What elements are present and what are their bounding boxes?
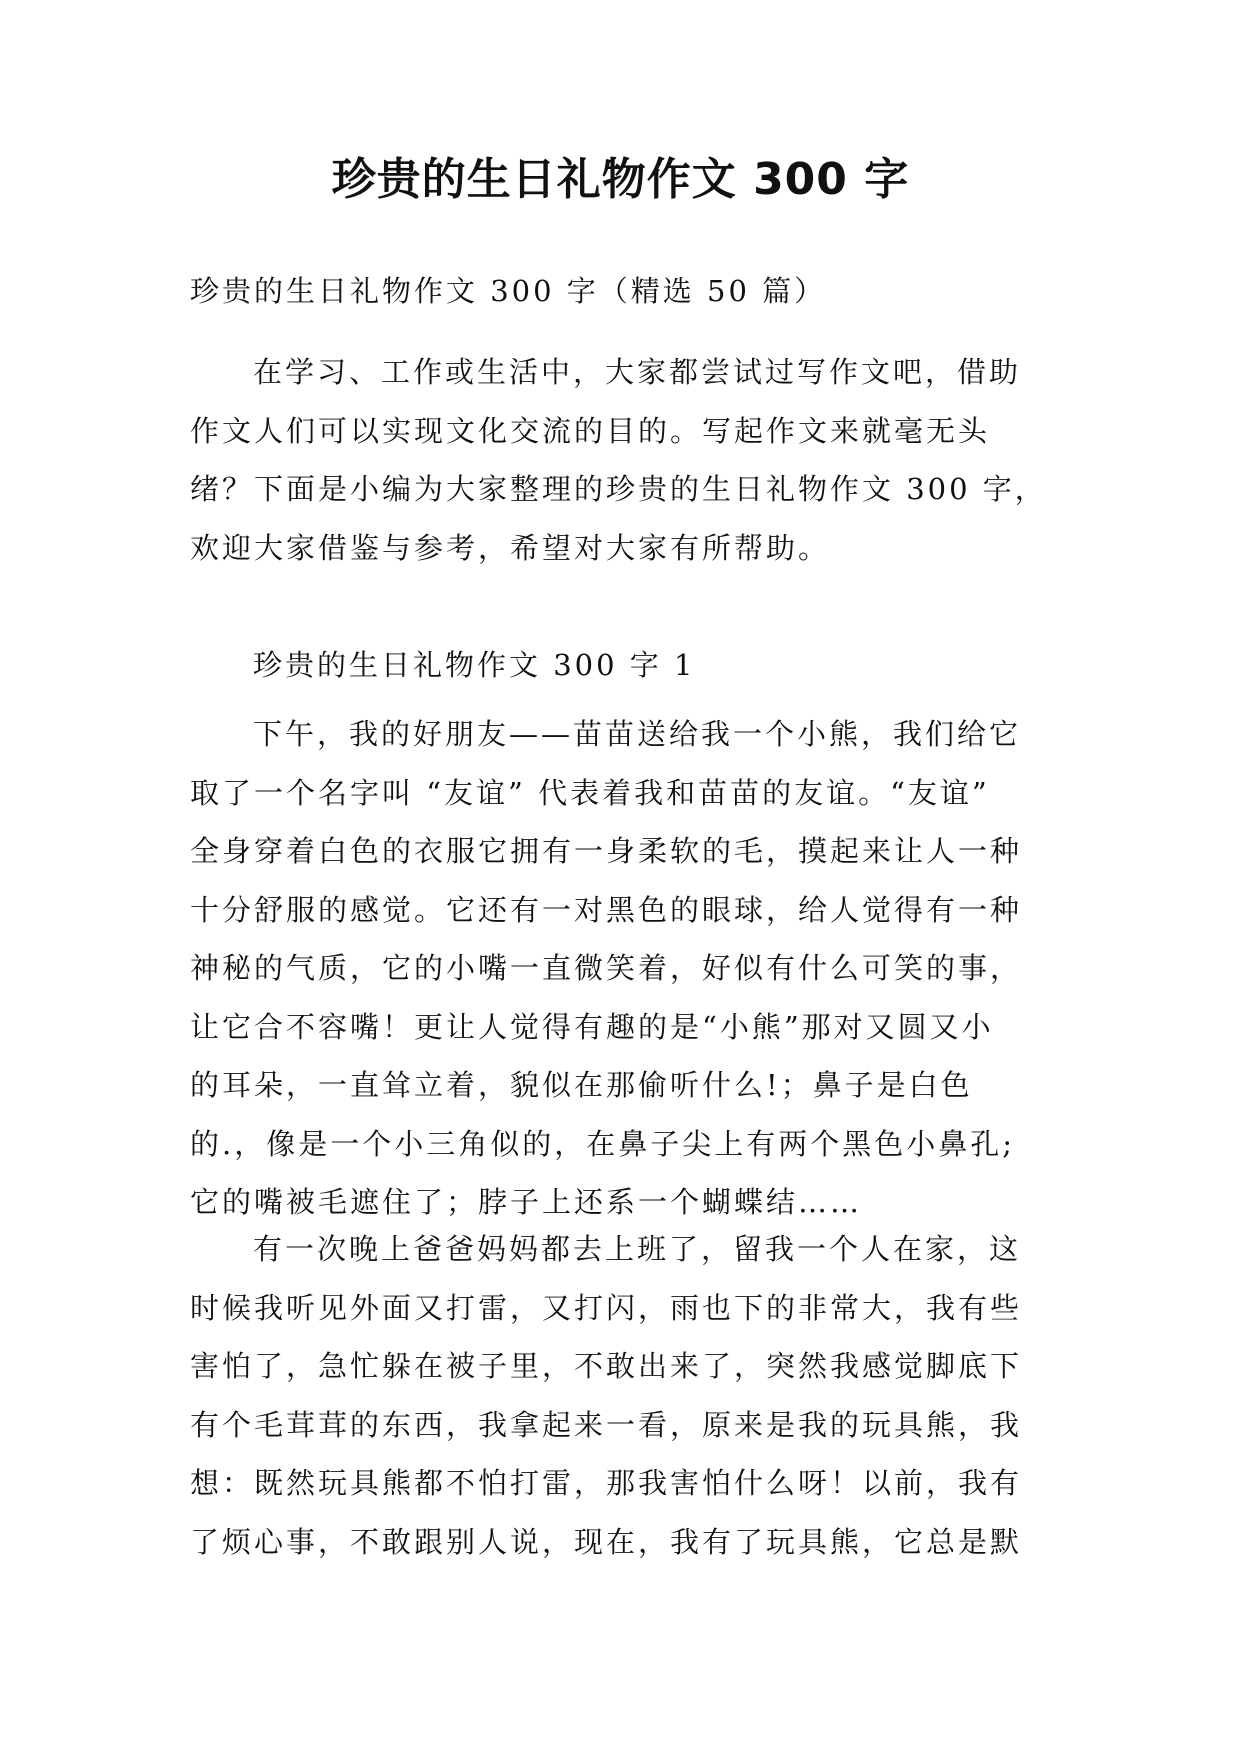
section-heading	[190, 636, 1050, 695]
paragraph-line: 有个毛茸茸的东西，我拿起来一看，原来是我的玩具熊，我	[190, 1407, 1023, 1442]
paragraph-line: 绪？下面是小编为大家整理的珍贵的生日礼物作文 300 字，	[190, 472, 1047, 506]
subtitle-line: 珍贵的生日礼物作文 300 字（精选 50 篇）	[190, 274, 827, 308]
document-subtitle	[190, 262, 1050, 321]
paragraph-line: 它的嘴被毛遮住了；脖子上还系一个蝴蝶结……	[190, 1185, 863, 1219]
paragraph-line: 想：既然玩具熊都不怕打雷，那我害怕什么呀！以前，我有	[190, 1466, 1023, 1500]
intro-paragraph	[190, 343, 1050, 577]
paragraph-line: 了烦心事，不敢跟别人说，现在，我有了玩具熊，它总是默	[190, 1524, 1023, 1559]
paragraph-line: 取了一个名字叫 “友谊” 代表着我和苗苗的友谊。“友谊”	[190, 775, 990, 810]
paragraph-line: 在学习、工作或生活中，大家都尝试过写作文吧，借助	[253, 355, 1022, 389]
paragraph-line: 时候我听见外面又打雷，又打闪，雨也下的非常大，我有些	[190, 1290, 1023, 1325]
paragraph-line: 十分舒服的感觉。它还有一对黑色的眼球，给人觉得有一种	[190, 892, 1023, 927]
story-paragraph-2	[190, 1220, 1050, 1571]
paragraph-line: 作文人们可以实现文化交流的目的。写起作文来就毫无头	[190, 413, 991, 448]
paragraph-line: 的.，像是一个小三角似的，在鼻子尖上有两个黑色小鼻孔;	[190, 1126, 1015, 1161]
paragraph-line: 让它合不容嘴！更让人觉得有趣的是“小熊”那对又圆又小	[190, 1009, 994, 1044]
paragraph-line: 全身穿着白色的衣服它拥有一身柔软的毛，摸起来让人一种	[190, 834, 1023, 868]
page-title: 珍贵的生日礼物作文 300 字	[331, 154, 910, 205]
paragraph-line: 的耳朵，一直耸立着，貌似在那偷听什么!；鼻子是白色	[190, 1068, 973, 1102]
section-heading-text: 珍贵的生日礼物作文 300 字 1	[253, 648, 696, 682]
story-paragraph-1	[190, 705, 1050, 1232]
paragraph-line: 有一次晚上爸爸妈妈都去上班了，留我一个人在家，这	[253, 1232, 1022, 1266]
paragraph-line: 下午，我的好朋友——苗苗送给我一个小熊，我们给它	[253, 717, 1022, 751]
paragraph-line: 神秘的气质，它的小嘴一直微笑着，好似有什么可笑的事，	[190, 951, 1023, 985]
paragraph-line: 害怕了，急忙躲在被子里，不敢出来了，突然我感觉脚底下	[190, 1349, 1023, 1383]
paragraph-line: 欢迎大家借鉴与参考，希望对大家有所帮助。	[190, 530, 831, 565]
